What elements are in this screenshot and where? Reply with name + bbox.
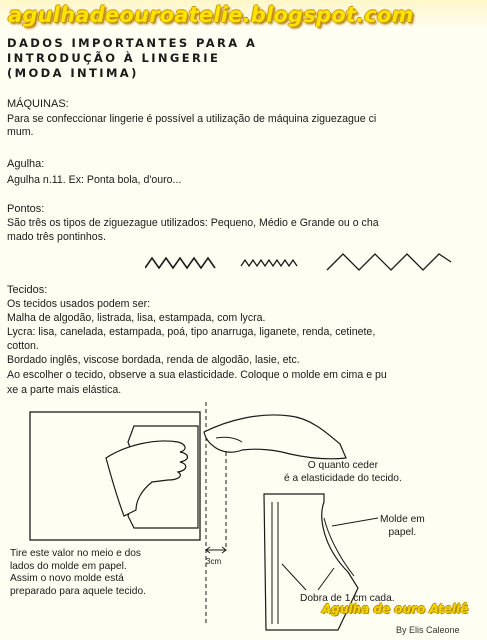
fold-label: Dobra de 1 cm cada.: [300, 593, 395, 604]
tecidos-line: cotton.: [7, 340, 39, 352]
left-hand-drawing: [106, 441, 188, 516]
tecidos-line: Bordado inglês, viscose bordada, renda de algodão, lasie, etc.: [7, 354, 300, 366]
elasticity-note-line-1: O quanto ceder: [307, 460, 379, 471]
mold-label-line-2: papel.: [388, 526, 417, 538]
zigzag-stitch-samples: [145, 244, 457, 280]
zigzag-small: [145, 258, 215, 268]
agulha-text: Agulha n.11. Ex: Ponta bola, d'ouro...: [7, 174, 182, 186]
tecidos-line: Os tecidos usados podem ser:: [7, 298, 151, 310]
title-line-3: (MODA INTIMA): [7, 66, 139, 80]
adjust-note-line-3: Assim o novo molde está: [10, 573, 124, 584]
atelier-signature: Agulha de ouro Ateliê: [322, 602, 469, 616]
tecidos-line: Ao escolher o tecido, observe a sua elasticidade. Coloque o molde em cima e pu: [7, 369, 387, 381]
title-line-2: INTRODUÇÃO À LINGERIE: [7, 51, 221, 65]
elasticity-note: [284, 460, 402, 485]
fold-pointer: [282, 564, 306, 590]
mold-pointer: [332, 518, 378, 526]
maquinas-text-line-1: Para se confeccionar lingerie é possível a utilização de máquina ziguezague ci: [7, 113, 377, 125]
adjust-note-line-1: Tire este valor no meio e dos: [10, 548, 141, 559]
elasticity-note-line-2: é a elasticidade do tecido.: [284, 472, 402, 484]
title-line-1: DADOS IMPORTANTES PARA A: [7, 36, 258, 50]
page-title: [7, 36, 337, 81]
tecidos-line: Malha de algodão, listrada, lisa, estampada, com lycra.: [7, 312, 266, 324]
adjust-note-line-2: lados do molde em papel.: [10, 560, 127, 572]
author-credit: By Elis Caleone: [396, 625, 460, 635]
agulha-heading: Agulha:: [7, 158, 45, 170]
tecidos-line: xe a parte mais elástica.: [7, 384, 122, 396]
pontos-text-line-2: mado três pontinhos.: [7, 231, 106, 243]
tecidos-heading: Tecidos:: [7, 284, 48, 296]
measure-label: 3cm: [206, 557, 222, 566]
pontos-text-line-1: São três os tipos de ziguezague utilizados: Pequeno, Médio e Grande ou o cha: [7, 217, 379, 229]
pontos-heading: Pontos:: [7, 203, 45, 215]
mold-label: [380, 514, 425, 539]
blog-url-watermark: agulhadeouroatelie.blogspot.com: [8, 3, 414, 27]
maquinas-text-line-2: mum.: [7, 126, 34, 138]
blog-banner: [0, 0, 487, 30]
mold-label-line-1: Molde em: [380, 514, 425, 525]
zigzag-medium: [241, 260, 297, 266]
adjust-mold-note: [10, 548, 146, 598]
maquinas-heading: MÁQUINAS:: [7, 98, 69, 110]
zigzag-three-point: [327, 254, 451, 270]
adjust-note-line-4: preparado para aquele tecido.: [10, 585, 146, 597]
tecidos-line: Lycra: lisa, canelada, estampada, poá, tipo anarruga, liganete, renda, cetinete,: [7, 326, 376, 338]
